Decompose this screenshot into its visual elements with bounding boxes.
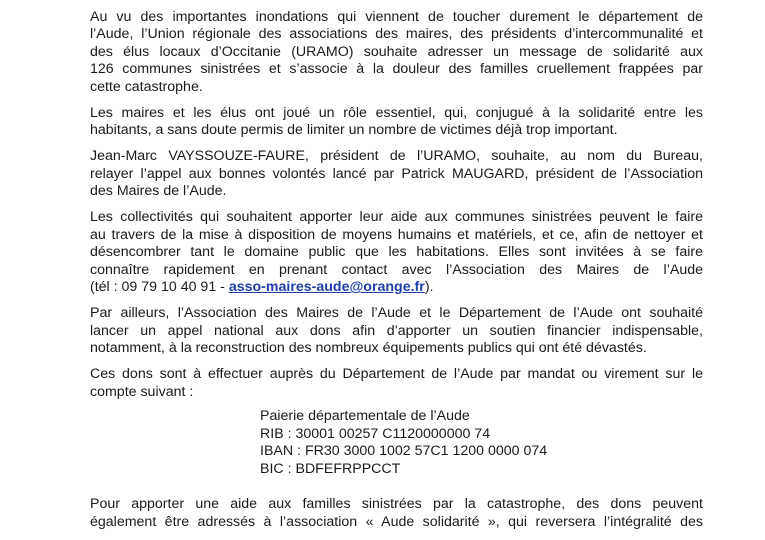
paragraph-president-appeal — [90, 148, 703, 200]
text-line: Par ailleurs, l’Association des Maires de l’Aude et le Département de l’Aude ont souhaité — [90, 305, 703, 322]
text-line: habitants, a sans doute permis de limiter un nombre de victimes déjà trop important. — [90, 122, 618, 139]
text-line: Pour apporter une aide aux familles sinistrées par la catastrophe, des dons peuvent — [90, 496, 703, 513]
contact-suffix: ). — [424, 279, 434, 296]
text-line: Les collectivités qui souhaitent apporter leur aide aux communes sinistrées peuvent le faire — [90, 209, 703, 226]
text-line: Jean-Marc VAYSSOUZE-FAURE, président de l’URAMO, souhaite, au nom du Bureau, — [90, 148, 703, 165]
text-line: relayer l’appel aux bonnes volontés lancé par Patrick MAUGARD, président de l’Association — [90, 165, 703, 182]
text-line: désencombrer tant le domaine public que les habitations. Elles sont invitées à se faire — [90, 244, 703, 261]
paragraph-elected-officials — [90, 105, 703, 140]
text-line: lancer un appel national aux dons afin d’apporter un soutien financier indispensable, — [90, 322, 703, 339]
text-line: compte suivant : — [90, 383, 194, 400]
bank-iban: IBAN : FR30 3000 1002 57C1 1200 0000 074 — [260, 443, 548, 460]
text-line: notamment, à la reconstruction des nombreux équipements publics qui ont été dévastés. — [90, 340, 647, 357]
text-line: 126 communes sinistrées et s’associe à la douleur des familles cruellement frappées par — [90, 61, 703, 78]
text-line: au travers de la mise à disposition de moyens humains et matériels, et ce, afin de nettoyer et — [90, 226, 703, 243]
bank-details — [260, 408, 703, 478]
text-line: l’Aude, l’Union régionale des associations des maires, des présidents d’intercommunalité et — [90, 26, 703, 43]
letter-body — [90, 9, 703, 540]
text-line: cette catastrophe. — [90, 78, 203, 95]
paragraph-national-appeal — [90, 305, 703, 357]
text-line: également être adressés à l’association « Aude solidarité », qui reversera l’intégralité des — [90, 513, 703, 530]
paragraph-donations — [90, 366, 703, 401]
bank-beneficiary: Paierie départementale de l’Aude — [260, 407, 470, 424]
contact-email-link[interactable]: asso-maires-aude@orange.fr — [228, 279, 425, 296]
bank-rib: RIB : 30001 00257 C1120000000 74 — [260, 425, 491, 442]
paragraph-family-aid — [90, 496, 703, 531]
text-line: connaître rapidement en prenant contact avec l’Association des Maires de l’Aude — [90, 261, 703, 278]
text-line: Les maires et les élus ont joué un rôle essentiel, qui, conjugué à la solidarité entre les — [90, 104, 703, 121]
text-line: des Maires de l’Aude. — [90, 183, 227, 200]
contact-line — [90, 279, 703, 296]
text-line: Au vu des importantes inondations qui viennent de toucher durement le département de — [90, 9, 703, 25]
paragraph-collectivities-help — [90, 209, 703, 296]
text-line: des élus locaux d’Occitanie (URAMO) souhaite adresser un message de solidarité aux — [90, 43, 703, 60]
bank-bic: BIC : BDFEFRPPCCT — [260, 460, 401, 477]
text-line: Ces dons sont à effectuer auprès du Département de l’Aude par mandat ou virement sur le — [90, 366, 703, 383]
contact-phone: (tél : 09 79 10 40 91 - — [90, 279, 229, 296]
paragraph-floods — [90, 9, 703, 96]
